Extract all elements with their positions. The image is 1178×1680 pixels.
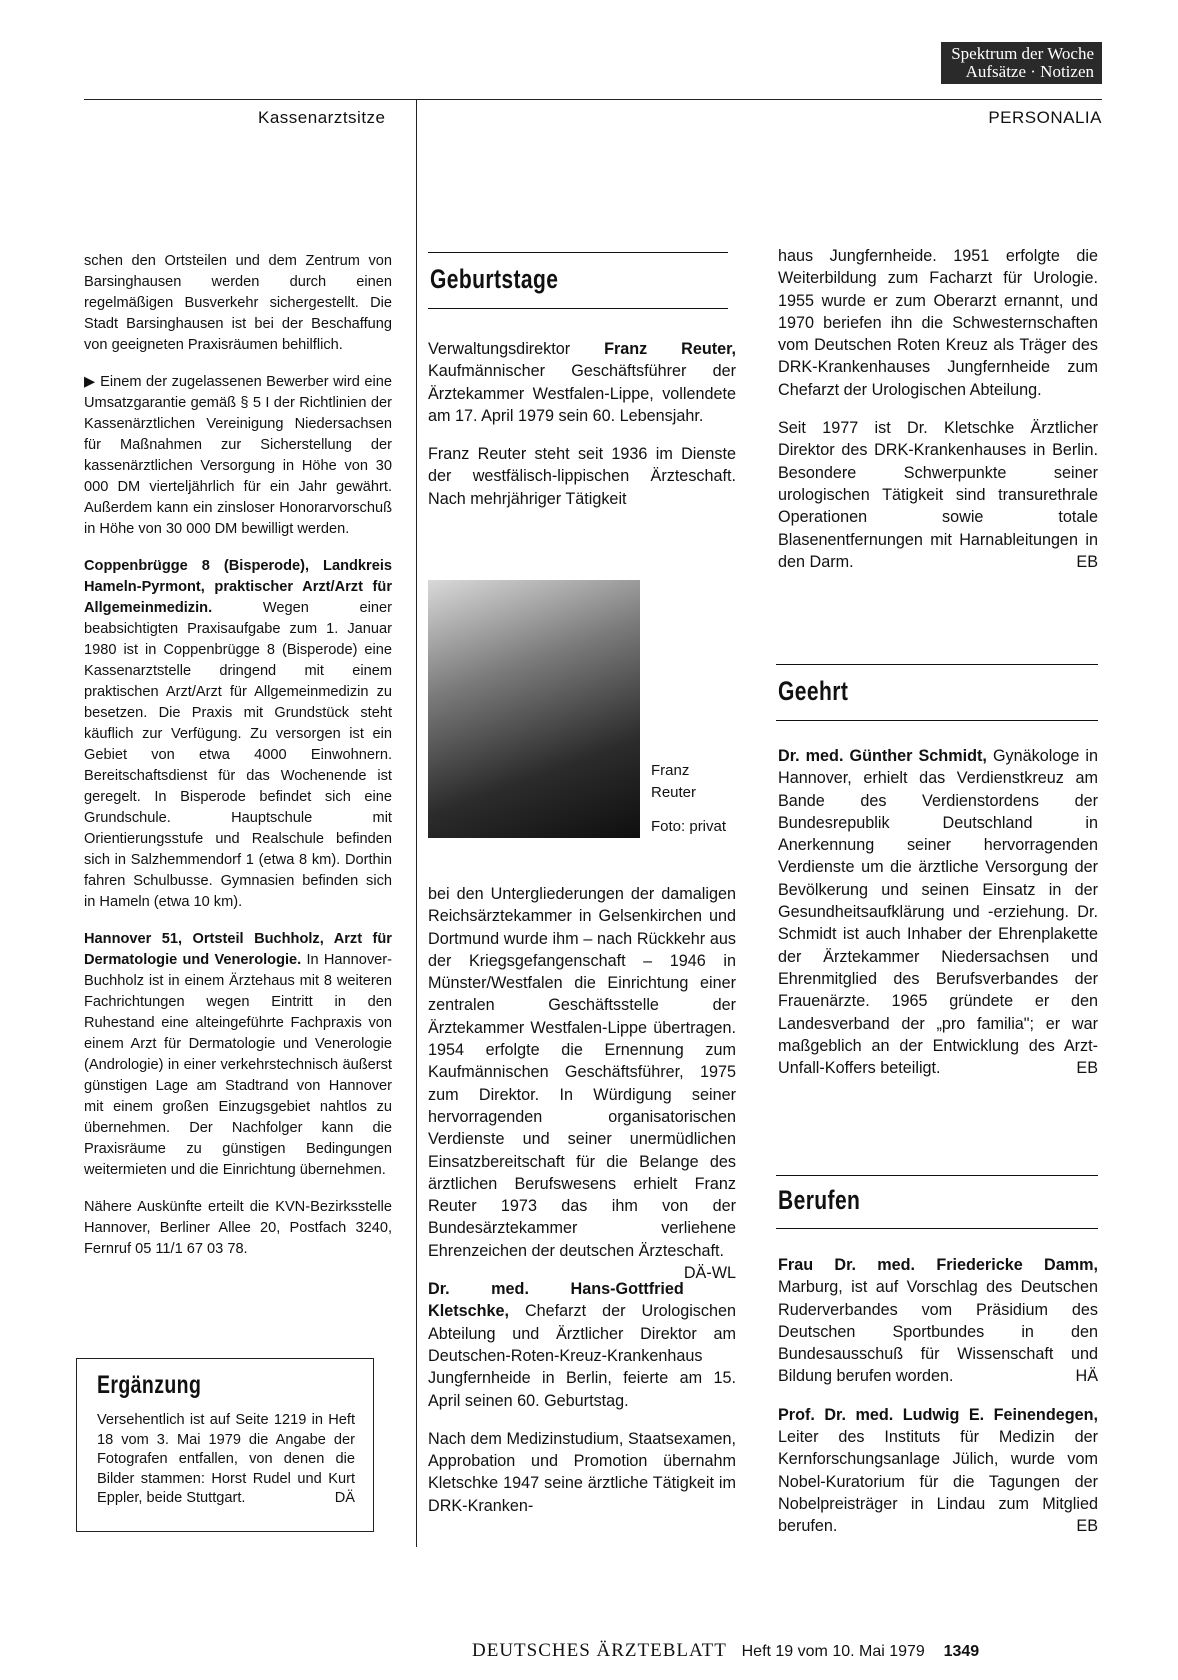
box-text: Versehentlich ist auf Seite 1219 in Heft 18 vom 3. Mai 1979 die Angabe der Fotografen entfallen, von denen die Bilder stammen: Horst Rudel und Kurt Eppler, beide Stuttgart. DÄ	[97, 1411, 355, 1509]
paragraph: Verwaltungsdirektor Franz Reuter, Kaufmännischer Geschäftsführer der Ärztekammer Westfalen-Lippe, vollendete am 17. April 1979 sein 60. Lebensjahr.	[428, 340, 736, 425]
section-tag	[941, 42, 1102, 84]
paragraph: Frau Dr. med. Friedericke Damm, Marburg, ist auf Vorschlag des Deutschen Ruderverbandes vom Präsidium des Deutschen Sportbundes in den Bundesausschuß für Wissenschaft und Bildung berufen worden. HÄ	[778, 1254, 1098, 1388]
section-title-berufen: Berufen	[778, 1185, 861, 1215]
paragraph: Nähere Auskünfte erteilt die KVN-Bezirksstelle Hannover, Berliner Allee 20, Postfach 3240, Fernruf 05 11/1 67 03 78.	[84, 1199, 392, 1257]
header-right: PERSONALIA	[988, 108, 1102, 127]
journal-name: DEUTSCHES ÄRZTEBLATT	[472, 1640, 727, 1661]
paragraph: Seit 1977 ist Dr. Kletschke Ärztlicher Direktor des DRK-Krankenhauses in Berlin. Besondere Schwerpunkte seiner urologischen Tätigkeit sind transurethrale Operationen sowie totale Blasenentfernungen mit Harnableitungen in den Darm. EB	[778, 417, 1098, 573]
paragraph: Dr. med. Günther Schmidt, Gynäkologe in Hannover, erhielt das Verdienstkreuz am Bande des Verdienstordens der Bundesrepublik Deutschland in Anerkennung seiner hervorragenden Verdienste um die ärztliche Versorgung der Bevölkerung und seinen Einsatz in der Gesundheitsaufklärung und -erziehung. Dr. Schmidt ist auch Inhaber der Ehrenplakette der Ärztekammer Niedersachsen und Ehrenmitglied des Berufsverbandes der Frauenärzte. 1965 gründete er den Landesverband der „pro familia"; er war maßgeblich an der Entwicklung des Arzt-Unfall-Koffers beteiligt. EB	[778, 745, 1098, 1079]
paragraph: Nach dem Medizinstudium, Staatsexamen, Approbation und Promotion übernahm Kletschke 1947 seine ärztliche Tätigkeit im DRK-Kranken-	[428, 1429, 736, 1515]
triangle-marker-icon: ▶	[84, 374, 96, 390]
portrait-photo	[428, 580, 640, 838]
paragraph: ▶ Einem der zugelassenen Bewerber wird eine Umsatzgarantie gemäß § 5 I der Richtlinien der Kassenärztlichen Vereinigung Niedersachsen für Maßnahmen zur Sicherstellung der kassenärztlichen Versorgung in Höhe von 30 000 DM vierteljährlich für ein Jahr gewährt. Außerdem kann ein zinsloser Honorarvorschuß in Höhe von 30 000 DM bewilligt werden.	[84, 374, 392, 537]
rule	[428, 252, 728, 253]
column-berufen	[778, 1254, 1098, 1538]
top-rule-right	[416, 99, 1102, 100]
section-title-geehrt: Geehrt	[778, 676, 849, 706]
column-right-top	[778, 245, 1098, 573]
page-number: 1349	[943, 1643, 980, 1660]
sign: EB	[1076, 1517, 1098, 1536]
rule	[776, 1228, 1098, 1229]
column-geehrt	[778, 745, 1098, 1079]
paragraph: Dr. med. Hans-Gottfried Kletschke, Chefarzt der Urologischen Abteilung und Ärztlicher Direktor am Deutschen-Roten-Kreuz-Krankenhaus Jungfernheide in Berlin, feierte am 15. April seinen 60. Geburtstag.	[428, 1280, 736, 1410]
rule	[776, 664, 1098, 665]
paragraph: Franz Reuter steht seit 1936 im Dienste der westfälisch-lippischen Ärzteschaft. Nach mehrjähriger Tätigkeit	[428, 445, 736, 508]
sign: EB	[1076, 1059, 1098, 1078]
paragraph: Coppenbrügge 8 (Bisperode), Landkreis Hameln-Pyrmont, praktischer Arzt/Arzt für Allgemeinmedizin. Wegen einer beabsichtigten Praxisaufgabe zum 1. Januar 1980 ist in Coppenbrügge 8 (Bisperode) eine Kassenarztstelle dringend mit einem praktischen Arzt/Arzt für Allgemeinmedizin zu besetzen. Die Praxis mit Grundstück steht käuflich zur Verfügung. Zu versorgen ist ein Gebiet von etwa 4000 Einwohnern. Bereitschaftsdienst für das Wochenende ist geregelt. In Bisperode befindet sich eine Grundschule. Hauptschule mit Orientierungsstufe und Realschule befinden sich in Salzhemmendorf 1 (etwa 8 km). Dorthin fahren Schulbusse. Gymnasien befinden sich in Hameln (etwa 10 km).	[84, 558, 392, 910]
rule	[428, 308, 728, 309]
rule	[776, 1175, 1098, 1176]
photo-caption: Franz Reuter Foto: privat	[651, 760, 726, 838]
section-tag-line1: Spektrum der Woche	[951, 44, 1094, 63]
paragraph: haus Jungfernheide. 1951 erfolgte die Weiterbildung zum Facharzt für Urologie. 1955 wurde er zum Oberarzt ernannt, und 1970 beriefen ihn die Schwesternschaften vom Deutschen Roten Kreuz als Träger des DRK-Krankenhauses Jungfernheide zum Chefarzt der Urologischen Abteilung.	[778, 247, 1098, 399]
paragraph: schen den Ortsteilen und dem Zentrum von Barsinghausen werden durch einen regelmäßigen Busverkehr sichergestellt. Die Stadt Barsinghausen ist bei der Beschaffung von geeigneten Praxisräumen behilflich.	[84, 253, 392, 353]
sign: EB	[1076, 552, 1098, 571]
column-geburtstage-top	[428, 338, 736, 510]
paragraph: Prof. Dr. med. Ludwig E. Feinendegen, Leiter des Instituts für Medizin der Kernforschungsanlage Jülich, wurde vom Nobel-Kuratorium für die Tagungen der Nobelpreisträger in Lindau zum Mitglied berufen. EB	[778, 1404, 1098, 1538]
top-rule-left	[84, 99, 416, 100]
column-divider	[416, 99, 417, 1547]
ergaenzung-box	[76, 1358, 374, 1532]
sign: HÄ	[1075, 1367, 1098, 1386]
column-geburtstage-bottom	[428, 883, 736, 1517]
column-kassenarztsitze	[84, 251, 392, 1276]
header-left: Kassenarztsitze	[258, 108, 386, 127]
section-tag-line2: Aufsätze · Notizen	[965, 62, 1094, 81]
footer	[472, 1640, 979, 1662]
sign: DÄ-WL	[683, 1264, 736, 1283]
box-sign: DÄ	[334, 1490, 355, 1506]
issue-info: Heft 19 vom 10. Mai 1979	[741, 1643, 925, 1660]
paragraph: Hannover 51, Ortsteil Buchholz, Arzt für Dermatologie und Venerologie. In Hannover-Buchholz ist in einem Ärztehaus mit 8 weiteren Fachrichtungen wegen Eintritt in den Ruhestand eine alteingeführte Fachpraxis von einem Arzt für Dermatologie und Venerologie (Andrologie) in einer verkehrstechnisch äußerst günstigen Lage am Stadtrand von Hannover mit einem großen Einzugsgebiet nahtlos zu übernehmen. Der Nachfolger kann die Praxisräume zu günstigen Bedingungen weitermieten und die Einrichtung übernehmen.	[84, 931, 392, 1178]
box-title: Ergänzung	[97, 1371, 202, 1399]
section-title-geburtstage: Geburtstage	[430, 264, 559, 294]
photo-credit: Foto: privat	[651, 818, 727, 835]
rule	[776, 720, 1098, 721]
paragraph: bei den Untergliederungen der damaligen Reichsärztekammer in Gelsenkirchen und Dortmund wurde ihm – nach Rückkehr aus der Kriegsgefangenschaft – 1946 in Münster/Westfalen die Einrichtung einer zentralen Geschäftsstelle der Ärztekammer Westfalen-Lippe übertragen. 1954 erfolgte die Ernennung zum Kaufmännischen Geschäftsführer, 1975 zum Direktor. In Würdigung seiner hervorragenden organisatorischen Verdienste und seiner unermüdlichen Einsatzbereitschaft für die Belange des ärztlichen Berufswesens erhielt Franz Reuter 1973 das ihm von der Bundesärztekammer verliehene Ehrenzeichen der deutschen Ärzteschaft. DÄ-WL	[428, 883, 736, 1262]
